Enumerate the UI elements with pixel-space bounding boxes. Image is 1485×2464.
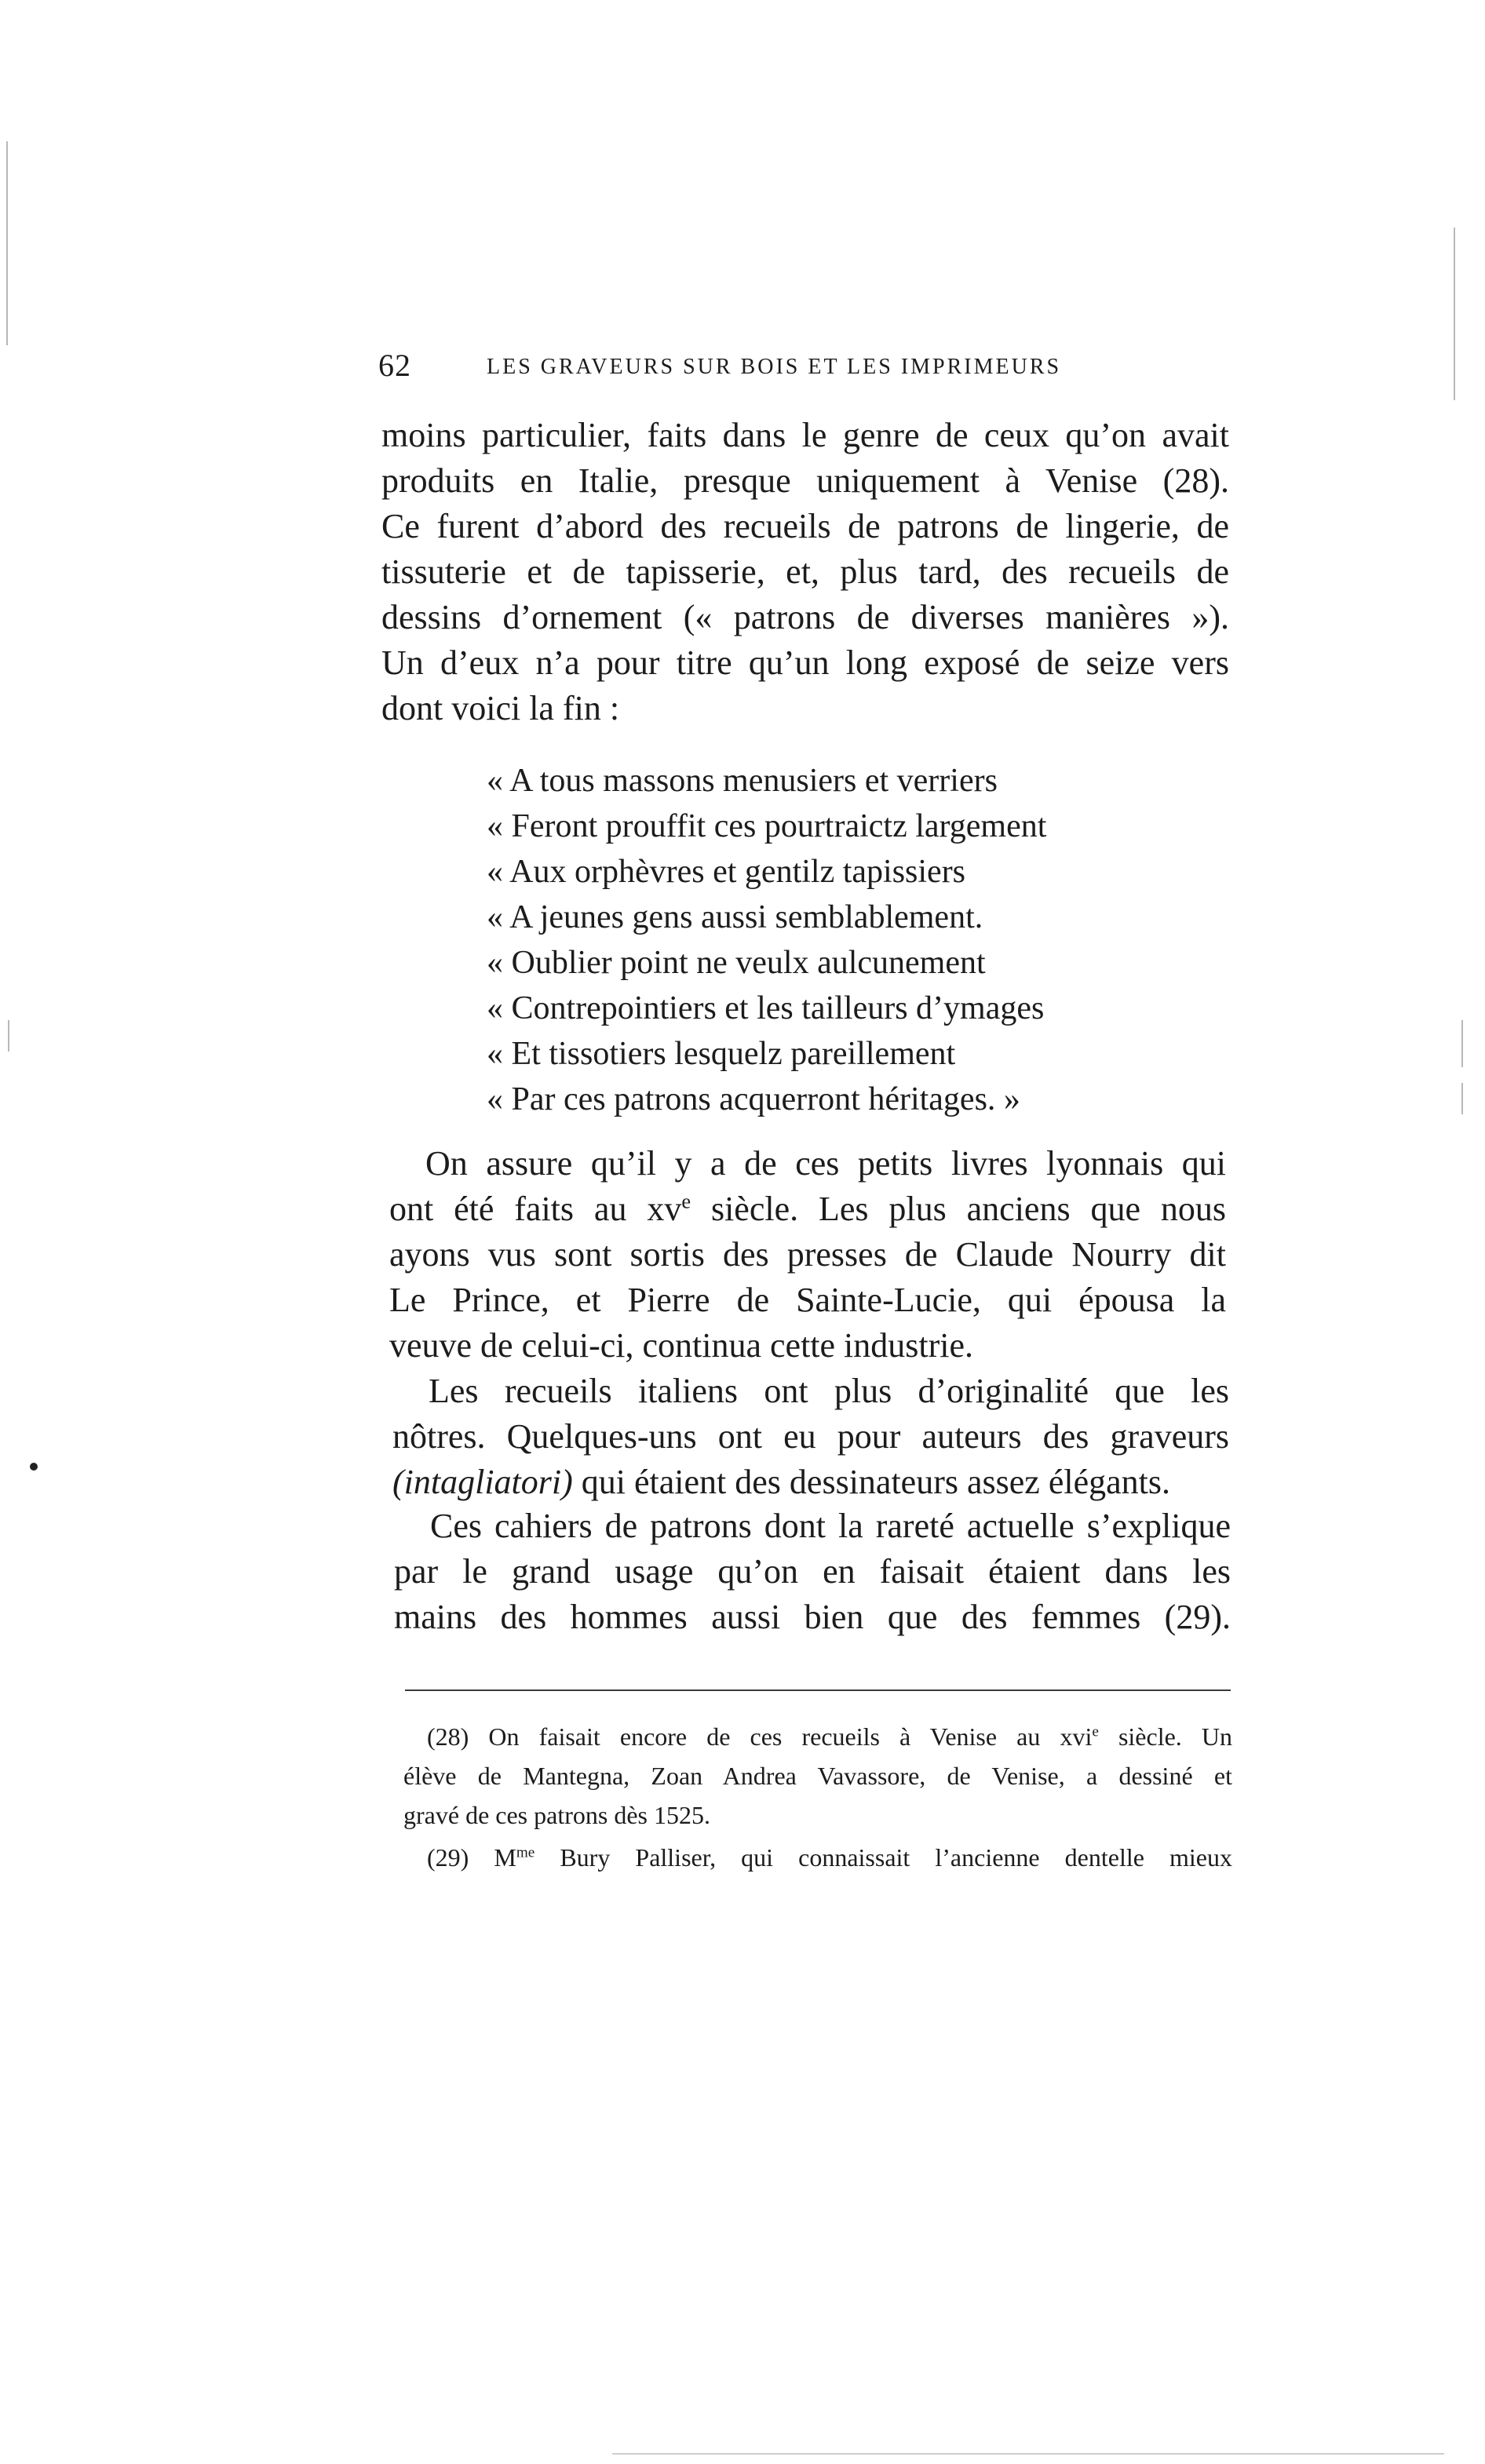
- verse-quotation: [487, 758, 1046, 1122]
- text-line: Ce furent d’abord des recueils de patrons de lingerie, de: [381, 507, 1229, 545]
- text-line: Les recueils italiens ont plus d’originalité que les: [429, 1372, 1229, 1410]
- text-fragment: (28) On faisait encore de ces recueils à Venise au xvi: [427, 1722, 1093, 1751]
- text-fragment: siècle. Un: [1098, 1722, 1233, 1751]
- verse-line: « Aux orphèvres et gentilz tapissiers: [487, 854, 966, 890]
- running-head: LES GRAVEURS SUR BOIS ET LES IMPRIMEURS: [487, 355, 1062, 379]
- footnote-line: élève de Mantegna, Zoan Andrea Vavassore, de Venise, a dessiné et: [403, 1762, 1232, 1790]
- bottom-edge-artifact: [612, 2453, 1444, 2455]
- left-edge-artifact: [6, 141, 8, 345]
- paragraph-1: [381, 413, 1229, 731]
- text-line: tissuterie et de tapisserie, et, plus tard, des recueils de: [381, 552, 1229, 591]
- text-fragment: Bury Palliser, qui connaissait l’ancienne dentelle mieux: [535, 1843, 1233, 1872]
- paragraph-2: [389, 1141, 1226, 1369]
- superscript: e: [1092, 1723, 1099, 1740]
- left-edge-artifact-2: [8, 1020, 9, 1052]
- text-line: dessins d’ornement (« patrons de diverses manières »).: [381, 598, 1229, 636]
- footnote-line: [427, 1717, 1232, 1756]
- text-fragment: qui étaient des dessinateurs assez élégants.: [572, 1463, 1170, 1501]
- text-line: produits en Italie, presque uniquement à Venise (28).: [381, 461, 1229, 500]
- footnote-line: [427, 1838, 1232, 1877]
- verse-line: « A tous massons menusiers et verriers: [487, 763, 998, 799]
- footnotes: [403, 1717, 1233, 1877]
- right-edge-artifact-3: [1461, 1083, 1463, 1114]
- text-line: nôtres. Quelques-uns ont eu pour auteurs des graveurs: [392, 1417, 1229, 1456]
- text-line: Le Prince, et Pierre de Sainte-Lucie, qui épousa la: [389, 1281, 1226, 1319]
- footnote-28: [403, 1717, 1233, 1835]
- text-line: mains des hommes aussi bien que des femmes (29).: [394, 1598, 1231, 1636]
- page-header: [378, 347, 1116, 394]
- text-line: dont voici la fin :: [381, 689, 620, 727]
- superscript: me: [516, 1844, 535, 1861]
- verse-line: « Feront prouffit ces pourtraictz largement: [487, 808, 1047, 844]
- text-line: moins particulier, faits dans le genre de ceux qu’on avait: [381, 416, 1229, 454]
- text-line: [392, 1460, 1229, 1505]
- text-fragment: ont été faits au xv: [389, 1190, 682, 1228]
- verse-line: « Et tissotiers lesquelz pareillement: [487, 1036, 956, 1072]
- footnote-29: [427, 1838, 1232, 1877]
- text-line: veuve de celui-ci, continua cette industrie.: [389, 1326, 974, 1365]
- verse-line: « Par ces patrons acquerront héritages. »: [487, 1081, 1020, 1117]
- footnote-rule: [405, 1689, 1231, 1691]
- paragraph-3: [392, 1369, 1229, 1505]
- verse-line: « Oublier point ne veulx aulcunement: [487, 945, 986, 981]
- text-fragment: siècle. Les plus anciens que nous: [691, 1190, 1227, 1228]
- text-line: On assure qu’il y a de ces petits livres lyonnais qui: [425, 1144, 1226, 1183]
- text-line: ayons vus sont sortis des presses de Claude Nourry dit: [389, 1235, 1226, 1274]
- verse-line: « Contrepointiers et les tailleurs d’ymages: [487, 990, 1045, 1026]
- italic-term: (intagliatori): [392, 1463, 573, 1501]
- paragraph-4: [394, 1504, 1231, 1640]
- page-number: 62: [378, 348, 411, 383]
- scan-speck: [30, 1463, 38, 1471]
- footnote-line: gravé de ces patrons dès 1525.: [403, 1801, 710, 1829]
- text-fragment: (29) M: [427, 1843, 516, 1872]
- text-line: par le grand usage qu’on en faisait étaient dans les: [394, 1552, 1231, 1591]
- verse-line: « A jeunes gens aussi semblablement.: [487, 899, 983, 935]
- right-edge-artifact: [1454, 228, 1455, 400]
- text-line: [389, 1186, 1226, 1232]
- right-edge-artifact-2: [1461, 1020, 1463, 1067]
- text-line: Un d’eux n’a pour titre qu’un long exposé de seize vers: [381, 643, 1229, 682]
- superscript: e: [681, 1189, 691, 1213]
- text-line: Ces cahiers de patrons dont la rareté actuelle s’explique: [430, 1507, 1231, 1545]
